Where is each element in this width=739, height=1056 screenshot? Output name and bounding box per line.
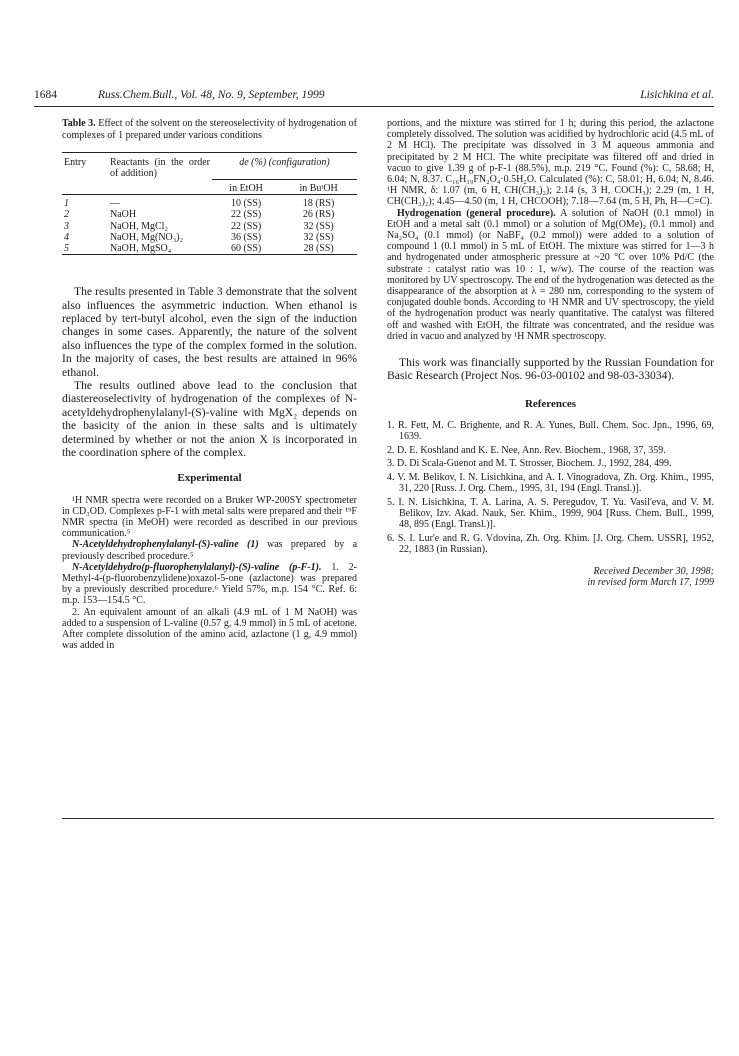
reactants-cell: NaOH, MgSO₄ — [110, 242, 172, 254]
etoh-cell: 60 (SS) — [230, 242, 262, 254]
reactants-cell: NaOH, Mg(NO₃)₂ — [110, 231, 184, 243]
reactants-cell: — — [110, 198, 120, 210]
table-row — [62, 221, 357, 232]
exp-paragraph-1: ¹H NMR spectra were recorded on a Bruker WP-200SY spectrometer in CD₃OD. Complexes p-F-1 with metal salts were prepared and their ¹⁹F NMR spectra (in MeOH) were recorded as described in our previous communication.⁵ — [62, 494, 357, 540]
bottom-rule — [62, 818, 714, 819]
etoh-cell: 36 (SS) — [230, 231, 262, 243]
received-dates — [387, 566, 714, 589]
reference-item: 1. R. Fett, M. C. Brighente, and R. A. Yunes, Bull. Chem. Soc. Jpn., 1996, 69, 1639. — [387, 420, 714, 443]
table-caption — [62, 118, 357, 142]
table-body — [62, 195, 357, 255]
table-3 — [62, 152, 357, 255]
buoh-cell: 32 (SS) — [303, 220, 334, 232]
compound-1-title: N-Acetyldehydrophenylalanyl-(S)-valine (1) — [72, 539, 259, 551]
entry-cell: 1 — [64, 198, 69, 210]
reference-item: 6. S. I. Lur'e and R. G. Vdovina, Zh. Org. Khim. [J. Org. Chem. USSR], 1952, 22, 1883 (in Russian). — [387, 532, 714, 556]
table-row — [62, 232, 357, 243]
etoh-cell: 22 (SS) — [230, 209, 262, 221]
references-list — [387, 420, 714, 555]
results-paragraph-2: The results outlined above lead to the conclusion that diastereoselectivity of hydrogenation of the complexes of N-acetyldehydrophenylalanyl-(S)-valine with MgX₂ depends on the basicity of the anion in these salts and is ultimately determined by whether or not the anion X is incorporated in the coordination sphere of the complex. — [62, 378, 357, 459]
col-de: de (%) (configuration) — [239, 157, 330, 168]
results-text — [62, 285, 357, 459]
col-buoh: in BuᵗOH — [280, 179, 357, 194]
table-caption-label: Table 3. — [62, 118, 96, 129]
results-paragraph-1: The results presented in Table 3 demonstrate that the solvent also influences the asymmetric induction. When ethanol is replaced by tert-butyl alcohol, even the sign of the induction changes in some cases. Apparently, the nature of the solvent also influences the type of the complex formed in the solution. In the majority of cases, the best results are attained in 96% ethanol. — [62, 285, 357, 379]
header-rule — [34, 106, 714, 107]
experimental-heading: Experimental — [177, 472, 242, 485]
reference-item: 4. V. M. Belikov, I. N. Lisichkina, and A. I. Vinogradova, Zh. Org. Khim., 1995, 31, 220 [Russ. J. Org. Chem., 1995, 31, 194 (Engl. Transl.)]. — [387, 471, 714, 495]
exp-paragraph-4: 2. An equivalent amount of an alkali (4.9 mL of 1 M NaOH) was added to a suspension of L-valine (0.57 g, 4.9 mmol) in 5 mL of acetone. After complete dissolution of the amino acid, azlactone (1 g, 4.9 mmol) was added in — [62, 606, 357, 652]
buoh-cell: 28 (SS) — [303, 242, 334, 254]
table-row — [62, 195, 357, 210]
reference-item: 3. D. Di Scala-Guenot and M. T. Strosser, Biochem. J., 1992, 284, 499. — [387, 458, 672, 470]
journal-citation: Russ.Chem.Bull., Vol. 48, No. 9, September, 1999 — [98, 89, 325, 101]
buoh-cell: 18 (RS) — [302, 198, 335, 210]
compound-pf1-title: N-Acetyldehydro(p-fluorophenylalanyl)-(S)-valine (p-F-1). — [72, 561, 322, 573]
col-reactants: Reactants (in the order of addition) — [110, 157, 210, 180]
received-date: Received December 30, 1998; — [593, 565, 714, 577]
reactants-cell: NaOH, MgCl₂ — [110, 220, 168, 232]
entry-cell: 5 — [64, 242, 69, 254]
revised-date: in revised form March 17, 1999 — [587, 577, 714, 589]
col-entry: Entry — [64, 157, 87, 168]
table-row — [62, 243, 357, 255]
exp-paragraph-3: N-Acetyldehydro(p-fluorophenylalanyl)-(S)-valine (p-F-1). 1. 2-Methyl-4-(p-fluorobenzylidene)oxazol-5-one (azlactone) was prepared by a previously described procedure.⁶ Yield 57%, m.p. 154 °C. Ref. 6: m.p. 153—154.5 °C. — [62, 561, 357, 607]
table-row — [62, 209, 357, 220]
exp-paragraph-2: N-Acetyldehydrophenylalanyl-(S)-valine (1) was prepared by a previously described procedure.⁵ — [62, 539, 358, 562]
entry-cell: 4 — [64, 231, 69, 243]
etoh-cell: 10 (SS) — [230, 198, 262, 210]
right-column — [387, 118, 714, 589]
col-etoh: in EtOH — [212, 179, 280, 194]
running-header — [34, 89, 714, 105]
running-authors: Lisichkina et al. — [640, 89, 714, 101]
reference-item: 2. D. E. Koshland and K. E. Nee, Ann. Rev. Biochem., 1968, 37, 359. — [387, 444, 666, 456]
entry-cell: 3 — [64, 220, 69, 232]
hydrogenation-title: Hydrogenation (general procedure). — [397, 207, 556, 219]
hydrogenation-paragraph: Hydrogenation (general procedure). A solution of NaOH (0.1 mmol) in EtOH and a metal salt (0.1 mmol) or a solution of Mg(OMe)₂ (0.1 mmol) and Na₂SO₄ (0.1 mmol) (or NaBF₄ (0.2 mmol)) were added to a solution of compound 1 (0.1 mmol) in 5 mL of EtOH. The mixture was stirred for 1—3 h and hydrogenated under atmospheric pressure at ~20 °C over 10% Pd/C (the substrate : catalyst ratio was 10 : 1, w/w). The course of the reaction was monitored by UV spectroscopy. The end of the hydrogenation was detected as the disappearance of the absorption at λ = 280 nm, corresponding to the system of conjugated double bonds. According to ¹H NMR and UV spectroscopy, the yield of the hydrogenation product was nearly quantitative. The catalyst was filtered off and washed with EtOH, the filtrate was concentrated, and the residue was dried in vacuo and analyzed by ¹H NMR spectroscopy. — [387, 207, 714, 342]
etoh-cell: 22 (SS) — [230, 220, 262, 232]
page-number: 1684 — [34, 89, 57, 101]
reference-item: 5. I. N. Lisichkina, T. A. Larina, A. S. Peregudov, T. Yu. Vasil'eva, and V. M. Belikov, Izv. Akad. Nauk, Ser. Khim., 1999, 904 [Russ. Chem. Bull., 1999, 48, 895 (Engl. Transl.)]. — [387, 496, 714, 531]
procedure-continued: portions, and the mixture was stirred for 1 h; during this period, the azlactone completely dissolved. The solution was acidified by hydrochloric acid (4.5 mL of 2 M HCl). The precipitate was dissolved in 3 M aqueous ammonia and precipitated by 2 M HCl. The white precipitate was filtered off and dried in vacuo to give 1.39 g of p-F-1 (88.5%), m.p. 219 °C. Found (%): C, 58.68; H, 6.04; N, 8.37. C₁₆H₁₉FN₂O₄·0.5H₂O. Calculated (%): C, 58.01; H, 6.04; N, 8.46. ¹H NMR, δ: 1.07 (m, 6 H, CH(CH₃)₂); 2.14 (s, 3 H, COCH₃); 2.29 (m, 1 H, CH(CH₃)₂); 4.45—4.50 (m, 1 H, CHCOOH); 7.18—7.64 (m, 5 H, Ph, H—C=C). — [387, 118, 714, 208]
buoh-cell: 26 (RS) — [302, 209, 335, 221]
entry-cell: 2 — [64, 209, 69, 221]
references-heading: References — [524, 397, 577, 410]
table-caption-text: Effect of the solvent on the stereoselectivity of hydrogenation of complexes of 1 prepared under various conditions — [62, 118, 358, 141]
left-column — [62, 118, 357, 651]
buoh-cell: 32 (SS) — [303, 231, 334, 243]
reactants-cell: NaOH — [110, 209, 137, 221]
funding-statement: This work was financially supported by the Russian Foundation for Basic Research (Project Nos. 96-03-00102 and 98-03-33034). — [387, 356, 714, 383]
